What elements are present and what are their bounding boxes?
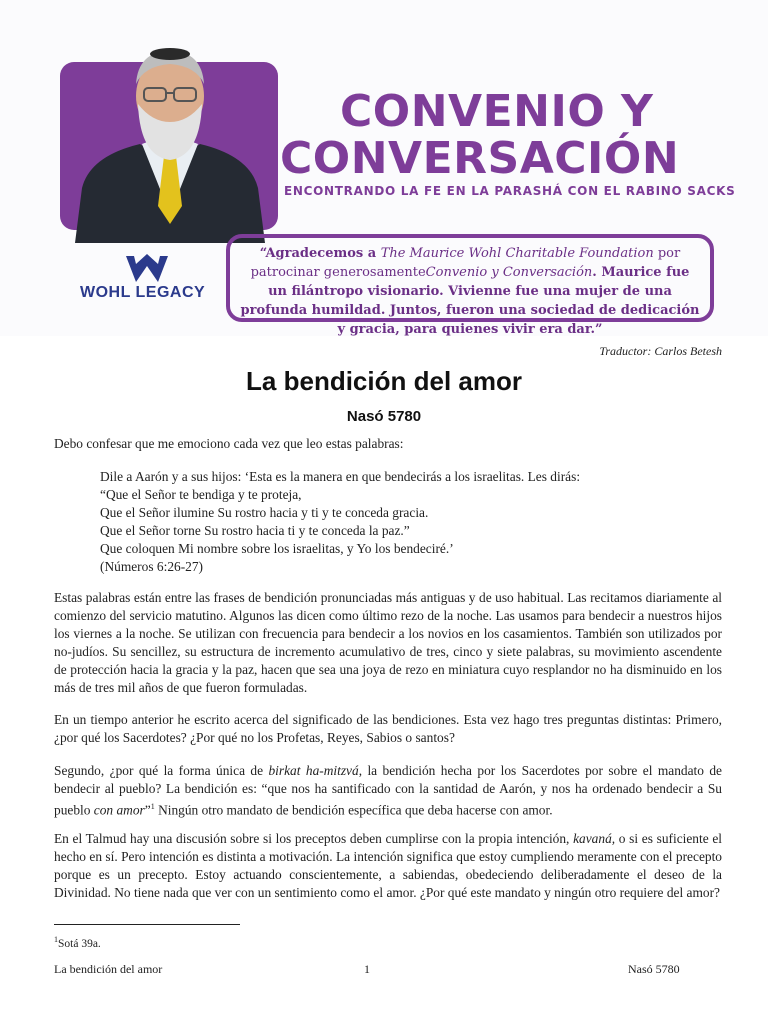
paragraph-3-text: , la bendición hecha por los Sacerdotes por sobre el mandato de bendecir al pueblo? La bendición es: “que nos ha santificado con la santidad de Aarón, y nos ha ordenado bendecir a Su pueblo: [54, 763, 722, 818]
sponsor-quote-box: [226, 234, 714, 337]
footnote-number: 1: [54, 935, 58, 944]
verse-line: Que el Señor torne Su rostro hacia ti y te conceda la paz.”: [100, 523, 410, 538]
paragraph-1: Estas palabras están entre las frases de bendición pronunciadas más antiguas y de uso habitual. Las recitamos diariamente al comienzo del servicio matutino. Algunos las dicen como último rezo de la noche. Las usamos para bendecir a nuestros hijos los viernes a la noche. Se utilizan con frecuencia para bendecir a los novios en los casamientos. También son utilizados por no-judíos. Su sencillez, su estructura de incremento acumulativo de tres, cinco y siete palabras, su movimiento ascendente de protección hacia la gracia y la paz, hacen que sea una joya de rezo en miniatura cuyo resplandor no ha disminuido en los más de tres mil años de que fueron formuladas.: [54, 590, 722, 695]
verse-line: Dile a Aarón y a sus hijos: ‘Esta es la manera en que bendecirás a los israelitas. Les dirás:: [100, 469, 581, 484]
quote-text-1: “Agradecemos a: [259, 246, 381, 261]
paragraph-2: En un tiempo anterior he escrito acerca del significado de las bendiciones. Esta vez hago tres preguntas distintas: Primero, ¿por qué los Sacerdotes? ¿Por qué no los Profetas, Reyes, Sabios o santos?: [54, 712, 722, 745]
quote-text-2: por patrocinar generosamente: [250, 246, 681, 280]
paragraph-3-text: Ningún otro mandato de bendición específica que deba hacerse con amor.: [154, 802, 553, 818]
verse-line: “Que el Señor te bendiga y te proteja,: [100, 487, 302, 502]
parasha-subtitle: Nasó 5780: [346, 408, 422, 425]
footer-title: La bendición del amor: [54, 962, 163, 976]
paragraph-3: [54, 762, 722, 819]
quote-text-3: . Maurice fue un filántropo visionario. Vivienne fue una mujer de una profunda humildad. Juntos, fueron una sociedad de dedicación y gracia, para quienes vivir era dar.”: [240, 265, 700, 337]
verse-line: Que coloquen Mi nombre sobre los israelitas, y Yo los bendeciré.’: [100, 541, 454, 556]
translator-credit: Traductor: Carlos Betesh: [599, 344, 722, 358]
footnote-reference[interactable]: 1: [150, 802, 155, 811]
paragraph-3-term: birkat ha-mitzvá: [268, 763, 359, 778]
verse-block: [100, 468, 580, 576]
quote-work: Convenio y Conversación: [425, 265, 593, 280]
footnote-text: Sotá 39a.: [58, 937, 101, 950]
page-title: La bendición del amor: [246, 366, 522, 396]
banner-subtitle: ENCONTRANDO LA FE EN LA PARASHÁ CON EL RABINO SACKS: [284, 184, 736, 198]
page-number: 1: [364, 962, 370, 976]
rabbi-portrait-image: [70, 38, 270, 243]
banner-title-line2: CONVERSACIÓN: [280, 133, 680, 184]
paragraph-4: [54, 830, 722, 902]
banner-title-line1: CONVENIO Y: [340, 86, 654, 137]
footnote-divider: [54, 924, 240, 925]
logo-text: WOHL LEGACY: [80, 284, 206, 301]
intro-paragraph: Debo confesar que me emociono cada vez que leo estas palabras:: [54, 436, 404, 451]
paragraph-3-text: ”: [144, 802, 151, 818]
paragraph-4-term: kavaná,: [573, 831, 616, 846]
verse-citation: (Números 6:26-27): [100, 559, 204, 574]
verse-line: Que el Señor ilumine Su rostro hacia y ti y te conceda gracia.: [100, 505, 429, 520]
footnote: [54, 935, 101, 950]
paragraph-4-text: o si es suficiente el hecho en sí. Pero intención es distinta a motivación. La intención significa que estoy cumpliendo meramente con el precepto porque es un precepto. Estoy actuando conscientemente, a sabiendas, obedeciendo deliberadamente el deseo de la Divinidad. No tiene nada que ver con un sentimiento como el amor. ¿Por qué este mandato y ningún otro requiere del amor?: [54, 831, 722, 900]
header-banner: [0, 0, 768, 336]
wohl-logo-icon: [126, 256, 168, 282]
paragraph-3-emphasis: con amor: [93, 802, 145, 818]
paragraph-4-text: En el Talmud hay una discusión sobre si los preceptos deben cumplirse con la propia intención,: [54, 831, 574, 846]
quote-foundation: The Maurice Wohl Charitable Foundation: [380, 246, 654, 261]
paragraph-3-text: Segundo, ¿por qué la forma única de: [54, 763, 269, 778]
footer-parasha: Nasó 5780: [628, 962, 680, 976]
